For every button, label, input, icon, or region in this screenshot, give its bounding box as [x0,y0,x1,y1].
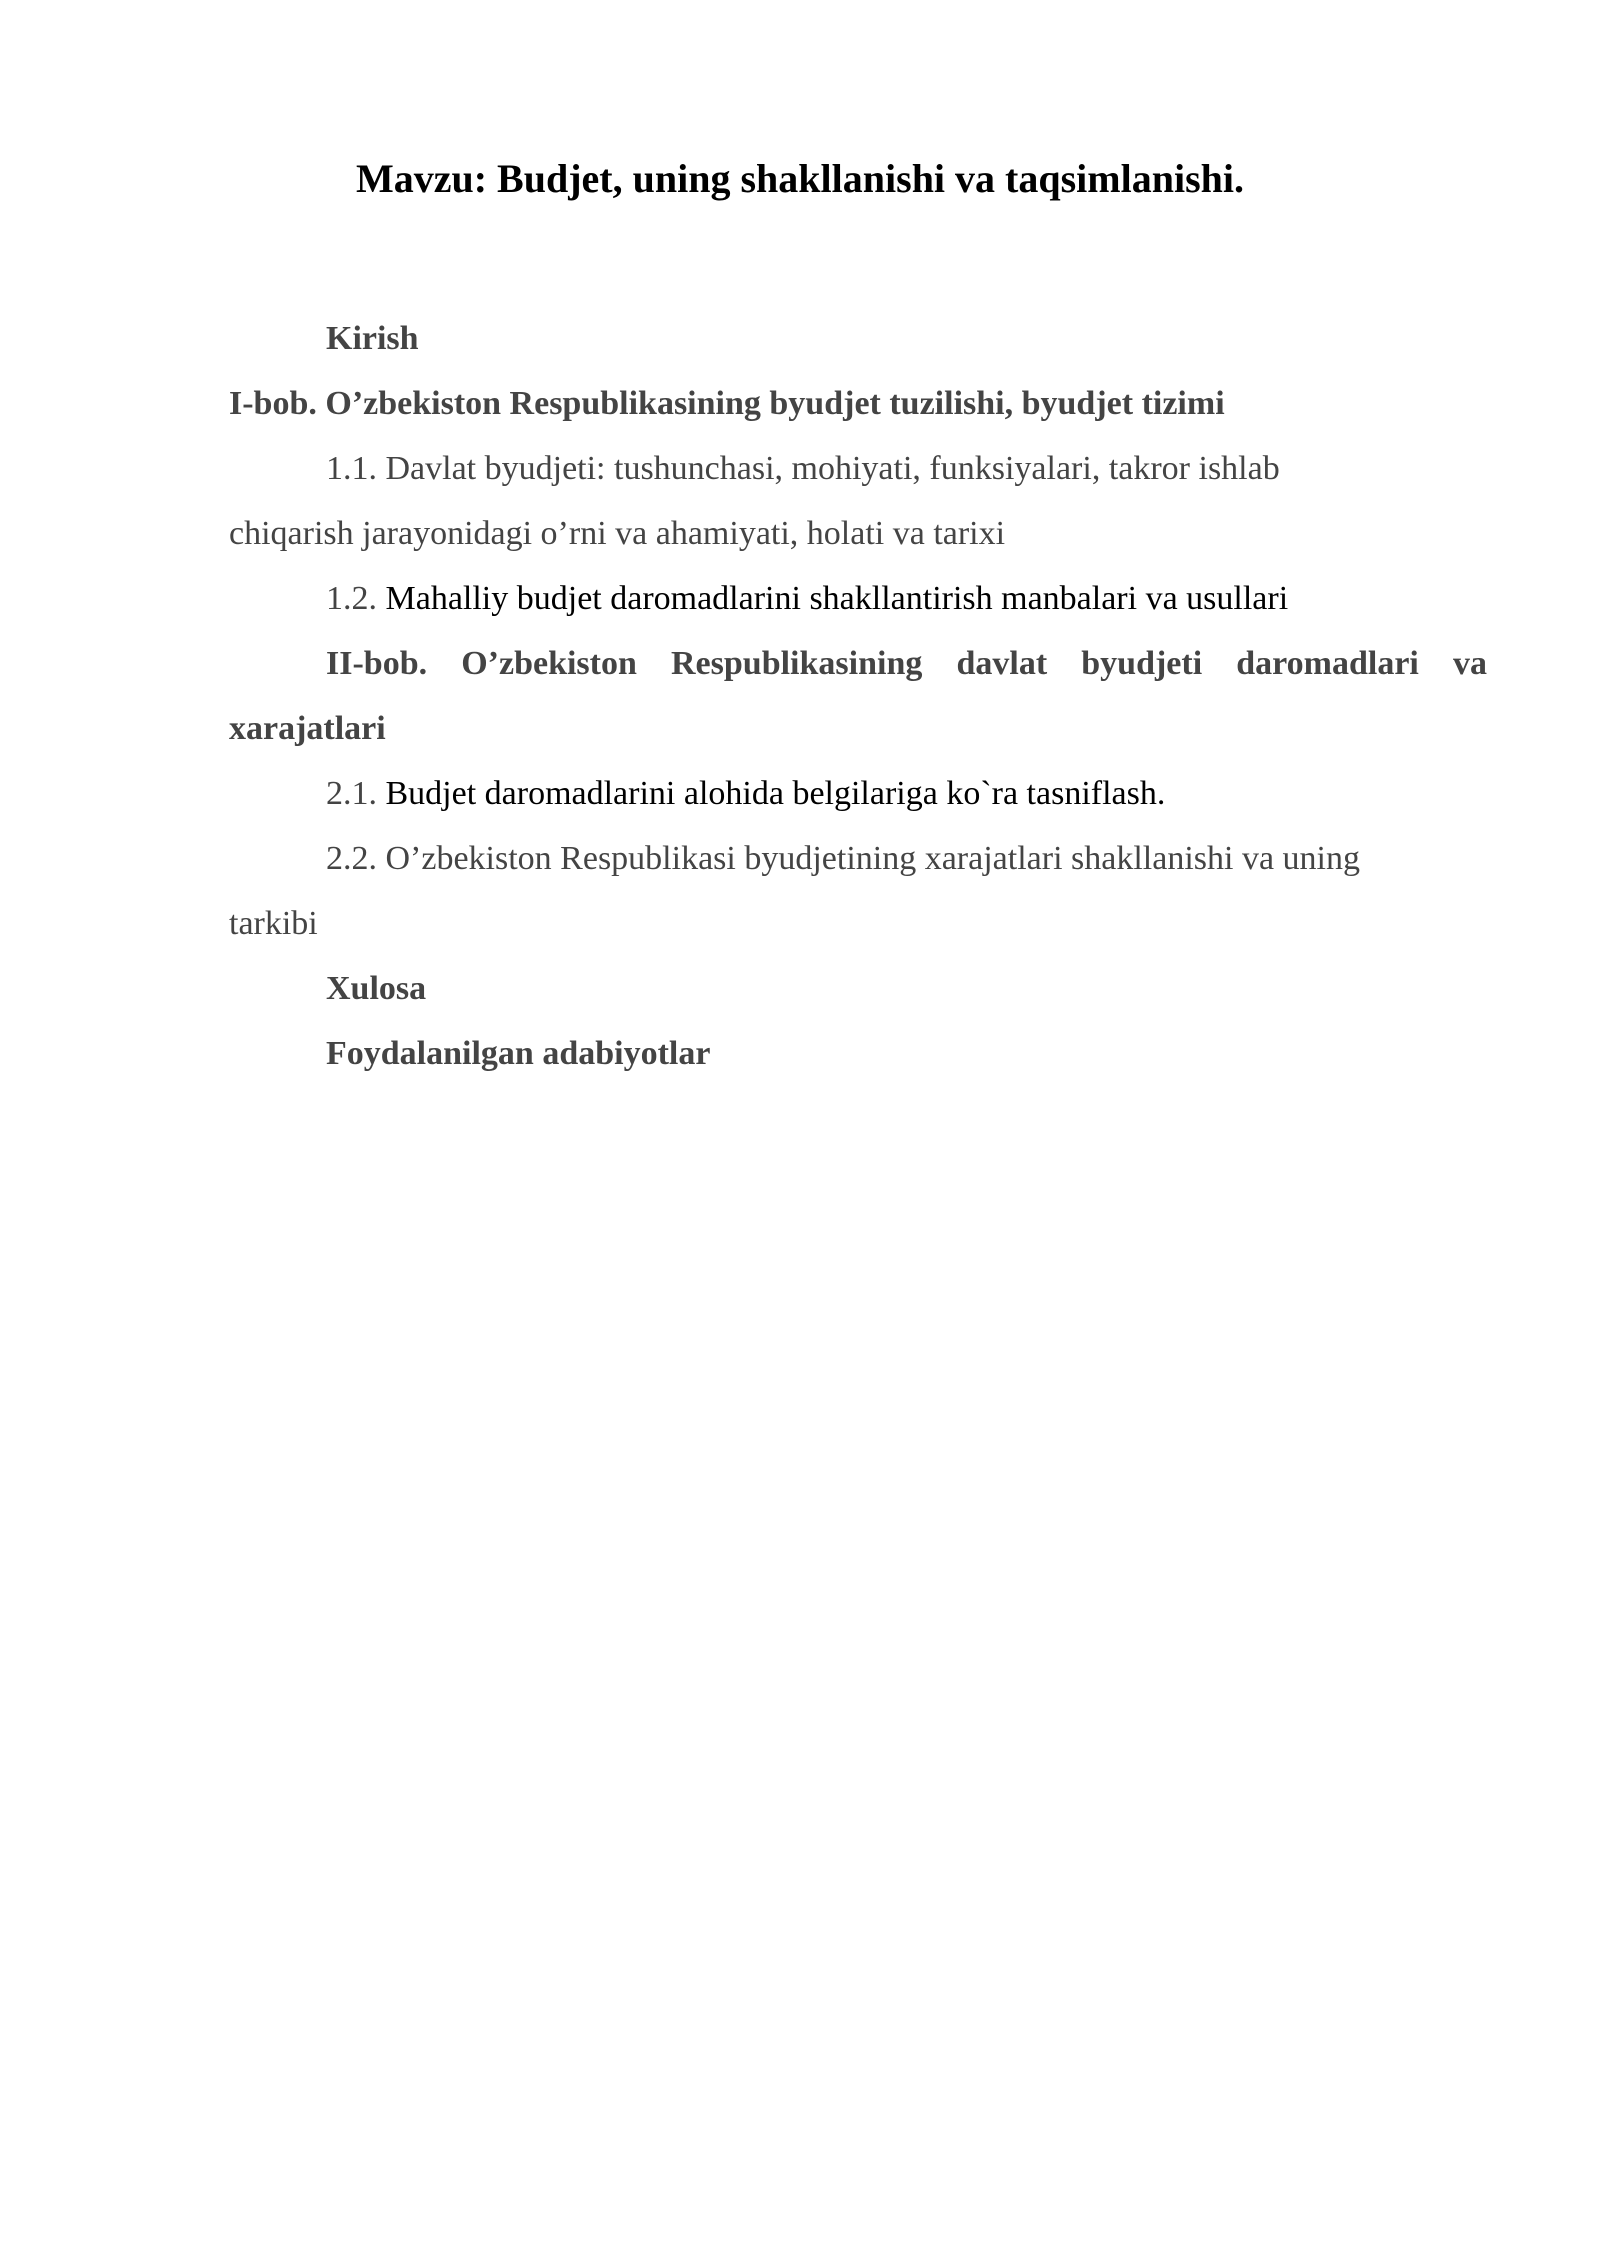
toc-chapter-2-line-1: II-bob. O’zbekiston Respublikasining davlat byudjeti daromadlari va [326,645,1487,682]
toc-chapter-1: I-bob. O’zbekiston Respublikasining byudjet tuzilishi, byudjet tizimi [229,385,1225,422]
document-title: Mavzu: Budjet, uning shakllanishi va taqsimlanishi. [355,156,1245,201]
toc-section-1-1-line-1: 1.1. Davlat byudjeti: tushunchasi, mohiyati, funksiyalari, takror ishlab [326,450,1280,487]
toc-section-2-2-line-2: tarkibi [229,905,318,942]
toc-intro: Kirish [326,320,419,357]
toc-section-2-1 [229,761,1487,826]
toc-section-1-2 [229,566,1487,631]
toc-section-1-1-line-2: chiqarish jarayonidagi o’rni va ahamiyati, holati va tarixi [229,515,1006,552]
toc-chapter-2-line-2: xarajatlari [229,710,386,747]
toc-references: Foydalanilgan adabiyotlar [326,1035,711,1072]
toc-section-2-2-line-1: 2.2. O’zbekiston Respublikasi byudjetining xarajatlari shakllanishi va uning [326,840,1360,877]
toc-section-1-2-text: Mahalliy budjet daromadlarini shakllantirish manbalari va usullari [385,580,1289,617]
toc-section-2-1-text: Budjet daromadlarini alohida belgilariga ko`ra tasniflash. [385,775,1166,812]
toc-section-1-2-number: 1.2. [326,580,377,617]
toc-section-2-1-number: 2.1. [326,775,377,812]
toc-conclusion: Xulosa [326,970,427,1007]
table-of-contents [229,306,1487,1086]
